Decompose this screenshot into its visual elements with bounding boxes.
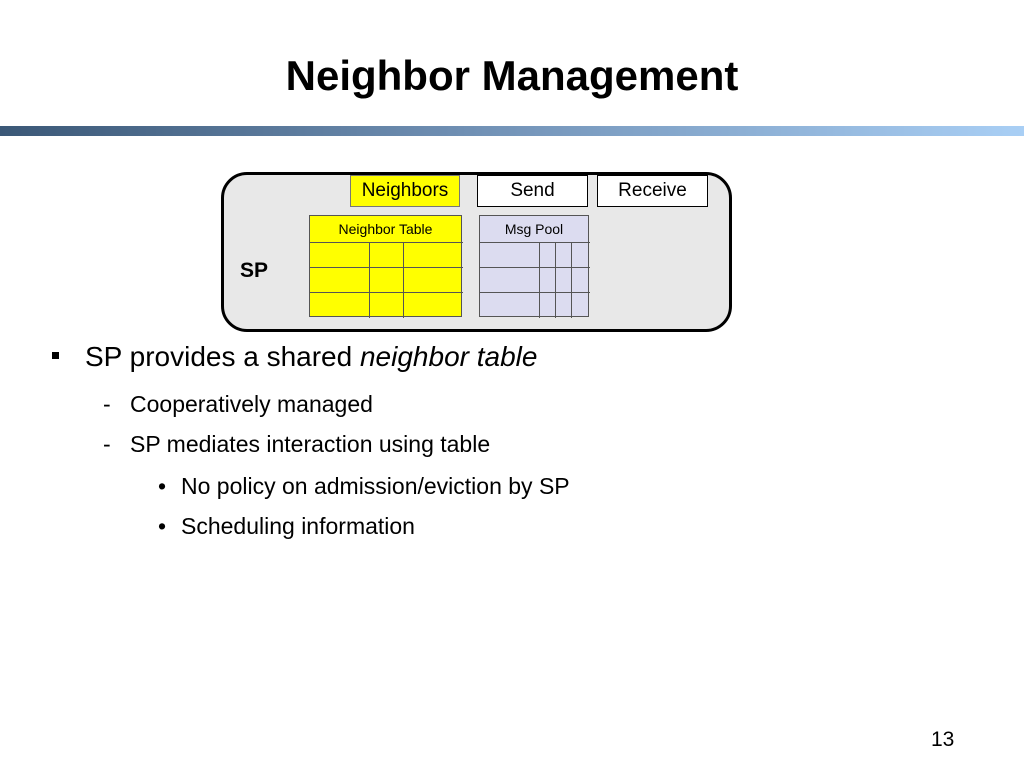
dot-bullet-icon: •: [158, 473, 167, 499]
neighbor-table-grid-line: [310, 267, 463, 268]
title-divider: [0, 126, 1024, 136]
bullet-text: Scheduling information: [181, 513, 415, 539]
bullet-emphasis: neighbor table: [359, 341, 538, 372]
msg-pool-grid-line: [571, 242, 572, 318]
neighbor-table-caption: Neighbor Table: [338, 221, 433, 237]
msg-pool-grid-line: [555, 242, 556, 318]
msg-pool-table: [479, 215, 589, 317]
dash-bullet-icon: -: [103, 391, 111, 417]
bullet-text: Cooperatively managed: [130, 391, 373, 417]
neighbor-table-grid-line: [310, 242, 463, 243]
bullet-text: SP mediates interaction using table: [130, 431, 491, 457]
msg-pool-grid-line: [539, 242, 540, 318]
msg-pool-grid-line: [480, 267, 590, 268]
bullet-text: No policy on admission/eviction by SP: [181, 473, 570, 499]
sp-label: SP: [240, 259, 269, 282]
neighbor-table-grid-line: [369, 242, 370, 318]
neighbors-tab: Neighbors: [350, 175, 460, 207]
page-number: 13: [931, 728, 955, 751]
neighbor-table-grid-line: [403, 242, 404, 318]
bullet-text: SP provides a shared: [85, 341, 360, 372]
square-bullet-icon: [52, 352, 59, 359]
send-tab: Send: [477, 175, 588, 207]
dash-bullet-icon: -: [103, 431, 111, 457]
neighbor-table-grid-line: [310, 292, 463, 293]
neighbor-table: [309, 215, 462, 317]
dot-bullet-icon: •: [158, 513, 167, 539]
msg-pool-grid-line: [480, 242, 590, 243]
slide-title: Neighbor Management: [285, 52, 739, 99]
receive-tab: Receive: [597, 175, 708, 207]
msg-pool-grid-line: [480, 292, 590, 293]
msg-pool-caption: Msg Pool: [504, 221, 564, 237]
